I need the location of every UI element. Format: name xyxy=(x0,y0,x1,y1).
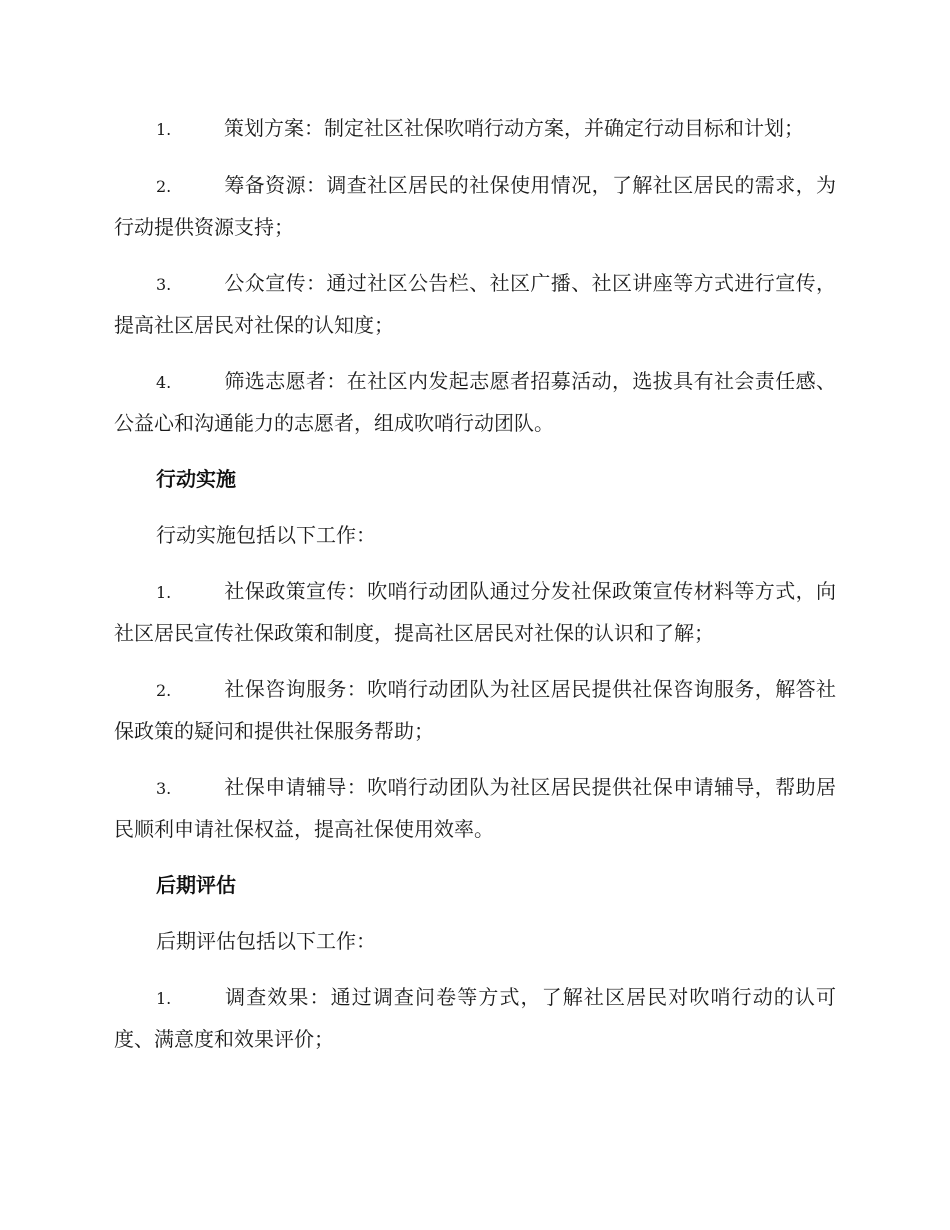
list-number: 1. xyxy=(156,989,172,1008)
list-text: 策划方案：制定社区社保吹哨行动方案，并确定行动目标和计划； xyxy=(224,116,804,140)
list-item xyxy=(114,571,836,654)
section-intro-implementation: 行动实施包括以下工作： xyxy=(156,523,376,547)
list-number: 2. xyxy=(156,681,172,700)
list-number: 3. xyxy=(156,779,172,798)
list-text: 公众宣传：通过社区公告栏、社区广播、社区讲座等方式进行宣传，提高社区居民对社保的认知度； xyxy=(114,271,836,337)
list-text: 调查效果：通过调查问卷等方式，了解社区居民对吹哨行动的认可度、满意度和效果评价； xyxy=(114,985,836,1051)
section-heading-implementation: 行动实施 xyxy=(156,467,236,491)
list-text: 社保申请辅导：吹哨行动团队为社区居民提供社保申请辅导，帮助居民顺利申请社保权益，提高社保使用效率。 xyxy=(114,775,836,841)
list-item xyxy=(114,669,836,752)
list-text: 筛选志愿者：在社区内发起志愿者招募活动，选拔具有社会责任感、公益心和沟通能力的志愿者，组成吹哨行动团队。 xyxy=(114,369,836,435)
list-text: 筹备资源：调查社区居民的社保使用情况，了解社区居民的需求，为行动提供资源支持； xyxy=(114,173,836,239)
document-body xyxy=(114,108,836,1075)
list-item xyxy=(114,108,836,150)
list-number: 2. xyxy=(156,177,172,196)
list-text: 社保咨询服务：吹哨行动团队为社区居民提供社保咨询服务，解答社保政策的疑问和提供社保服务帮助； xyxy=(114,677,836,743)
list-item xyxy=(114,263,836,346)
list-number: 4. xyxy=(156,373,172,392)
list-number: 1. xyxy=(156,583,172,602)
list-item xyxy=(114,361,836,444)
section-heading-evaluation: 后期评估 xyxy=(156,873,236,897)
list-item xyxy=(114,977,836,1060)
list-item xyxy=(114,165,836,248)
section-intro-evaluation: 后期评估包括以下工作： xyxy=(156,929,376,953)
list-number: 3. xyxy=(156,275,172,294)
list-item xyxy=(114,767,836,850)
list-text: 社保政策宣传：吹哨行动团队通过分发社保政策宣传材料等方式，向社区居民宣传社保政策和制度，提高社区居民对社保的认识和了解； xyxy=(114,579,836,645)
list-number: 1. xyxy=(156,120,172,139)
